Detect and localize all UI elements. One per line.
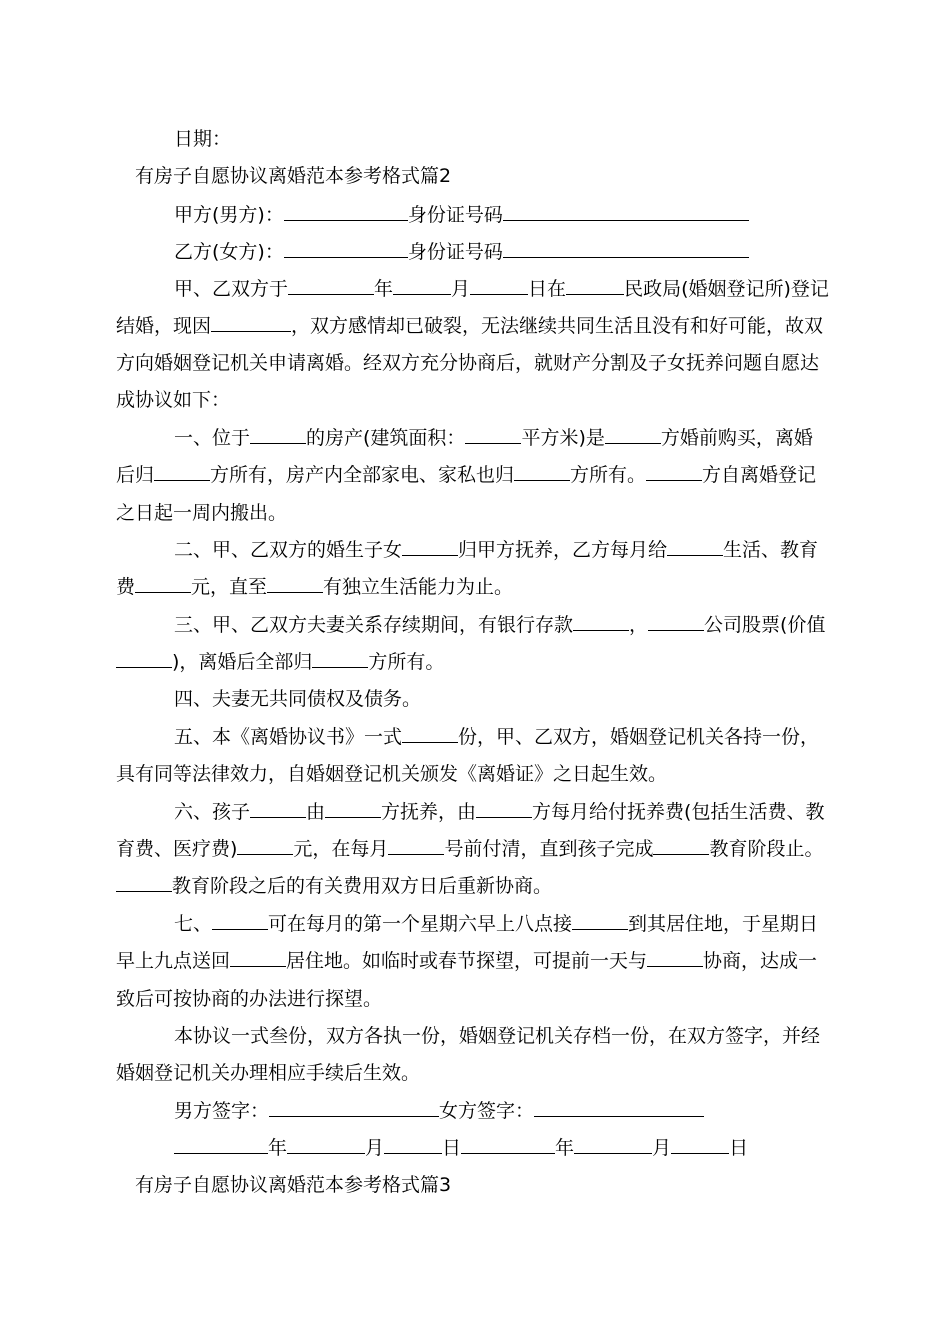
text-run: 公司股票(价值 [704, 614, 826, 636]
text-run: 生活、教育 [723, 539, 819, 561]
clause-6-line [116, 836, 823, 862]
text-run: 早上九点送回 [116, 950, 231, 972]
blank-field[interactable] [250, 425, 306, 444]
text-run: )，离婚后全部归 [172, 651, 313, 673]
clause-3-line [116, 649, 444, 675]
blank-field[interactable] [667, 537, 723, 556]
date-label [174, 126, 231, 152]
text-run: 协商，达成一 [703, 950, 818, 972]
clause-3-line [174, 612, 825, 638]
blank-field[interactable] [116, 649, 172, 668]
blank-field[interactable] [465, 425, 521, 444]
blank-field[interactable] [312, 649, 368, 668]
clause-7-line [116, 986, 382, 1012]
text-run: 民政局(婚姻登记所)登记 [624, 278, 829, 300]
blank-field[interactable] [470, 276, 528, 295]
id-label: 身份证号码 [407, 241, 503, 263]
date-label-text: 日期： [174, 128, 232, 150]
year-field[interactable] [461, 1135, 555, 1154]
blank-field[interactable] [648, 612, 704, 631]
text-run: 育费、医疗费) [116, 838, 238, 860]
blank-field[interactable] [646, 462, 702, 481]
clause-6-line [116, 873, 552, 899]
text-run: 七、 [174, 913, 213, 935]
text-run: 归甲方抚养，乙方每月给 [458, 539, 668, 561]
text-run: 方所有，房产内全部家电、家私也归 [210, 464, 515, 486]
text-run: 由 [306, 801, 326, 823]
text-run: 方向婚姻登记机关申请离婚。经双方充分协商后，就财产分割及子女抚养问题自愿达 [116, 352, 820, 374]
text-run: 三、甲、乙双方夫妻关系存续期间，有银行存款 [174, 614, 574, 636]
year-label: 年 [268, 1137, 288, 1159]
female-signature-label: 女方签字： [439, 1100, 535, 1122]
text-run: 的房产(建筑面积： [306, 427, 466, 449]
blank-field[interactable] [647, 948, 703, 967]
blank-field[interactable] [476, 799, 532, 818]
text-run: 具有同等法律效力，自婚姻登记机关颁发《离婚证》之日起生效。 [116, 763, 668, 785]
clause-5-line [174, 724, 819, 750]
male-signature-label: 男方签字： [174, 1100, 270, 1122]
text-run: 平方米)是 [521, 427, 605, 449]
year-field[interactable] [174, 1135, 268, 1154]
clause-7-line [174, 911, 818, 937]
blank-field[interactable] [250, 799, 306, 818]
clause-1-line [174, 425, 813, 451]
heading-section-2-text: 有房子自愿协议离婚范本参考格式篇2 [135, 165, 452, 187]
text-run: 二、甲、乙双方的婚生子女 [174, 539, 403, 561]
text-run: 方所有。 [368, 651, 445, 673]
clause-2-line [174, 537, 818, 563]
text-run: 日在 [528, 278, 567, 300]
blank-field[interactable] [154, 462, 210, 481]
year-label: 年 [555, 1137, 575, 1159]
day-label: 日 [729, 1137, 749, 1159]
blank-field[interactable] [267, 574, 323, 593]
text-run: 教育阶段止。 [709, 838, 824, 860]
text-run: 方婚前购买，离婚 [660, 427, 813, 449]
para-intro-line [116, 387, 230, 413]
blank-field[interactable] [573, 612, 629, 631]
blank-field[interactable] [284, 239, 408, 258]
text-run: 四、夫妻无共同债权及债务。 [174, 688, 422, 710]
blank-field[interactable] [211, 313, 291, 332]
blank-field[interactable] [402, 724, 458, 743]
blank-field[interactable] [116, 873, 172, 892]
text-run: 方每月给付抚养费(包括生活费、教 [532, 801, 825, 823]
para-intro-line [174, 276, 829, 302]
blank-field[interactable] [284, 202, 408, 221]
para-intro-line [116, 313, 823, 339]
text-run: 月 [451, 278, 471, 300]
text-run: 方自离婚登记 [702, 464, 817, 486]
text-run: 到其居住地，于星期日 [628, 913, 819, 935]
day-field[interactable] [384, 1135, 442, 1154]
text-run: 费 [116, 576, 136, 598]
text-run: 一、位于 [174, 427, 251, 449]
text-run: ，双方感情却已破裂，无法继续共同生活且没有和好可能，故双 [291, 315, 824, 337]
blank-field[interactable] [402, 537, 458, 556]
id-label: 身份证号码 [407, 204, 503, 226]
text-run: 教育阶段之后的有关费用双方日后重新协商。 [172, 875, 553, 897]
blank-field[interactable] [572, 911, 628, 930]
text-run: 方所有。 [570, 464, 647, 486]
day-label: 日 [442, 1137, 462, 1159]
text-run: 年 [374, 278, 394, 300]
party-a-line [174, 202, 749, 228]
blank-field[interactable] [288, 276, 374, 295]
text-run: 五、本《离婚协议书》一式 [174, 726, 403, 748]
heading-section-2 [135, 163, 451, 189]
day-field[interactable] [671, 1135, 729, 1154]
text-run: 成协议如下： [116, 389, 231, 411]
month-field[interactable] [287, 1135, 365, 1154]
text-run: 方抚养，由 [381, 801, 477, 823]
month-field[interactable] [574, 1135, 652, 1154]
text-run: 婚姻登记机关办理相应手续后生效。 [116, 1062, 421, 1084]
clause-6-line [174, 799, 824, 825]
signature-line [174, 1098, 704, 1124]
month-label: 月 [652, 1137, 672, 1159]
blank-field[interactable] [566, 276, 624, 295]
blank-field[interactable] [503, 239, 749, 258]
text-run: ， [629, 614, 649, 636]
blank-field[interactable] [503, 202, 749, 221]
text-run: 之日起一周内搬出。 [116, 502, 288, 524]
closing-line [116, 1060, 420, 1086]
female-signature-field[interactable] [534, 1098, 704, 1117]
blank-field[interactable] [135, 574, 191, 593]
text-run: 元，在每月 [293, 838, 389, 860]
text-run: 元，直至 [191, 576, 268, 598]
text-run: 结婚，现因 [116, 315, 212, 337]
clause-2-line [116, 574, 513, 600]
blank-field[interactable] [514, 462, 570, 481]
party-a-label: 甲方(男方)： [174, 204, 284, 226]
text-run: 号前付清，直到孩子完成 [444, 838, 654, 860]
signature-date-row [174, 1135, 748, 1161]
blank-field[interactable] [388, 836, 444, 855]
party-b-label: 乙方(女方)： [174, 241, 284, 263]
text-run: 有独立生活能力为止。 [323, 576, 514, 598]
text-run: 后归 [116, 464, 155, 486]
clause-1-line [116, 462, 816, 488]
male-signature-field[interactable] [269, 1098, 439, 1117]
heading-section-3-text: 有房子自愿协议离婚范本参考格式篇3 [135, 1174, 452, 1196]
closing-line [174, 1023, 820, 1049]
party-b-line [174, 239, 749, 265]
blank-field[interactable] [393, 276, 451, 295]
clause-4-line [174, 686, 421, 712]
month-label: 月 [365, 1137, 385, 1159]
clause-5-line [116, 761, 667, 787]
clause-7-line [116, 948, 817, 974]
text-run: 甲、乙双方于 [174, 278, 289, 300]
text-run: 可在每月的第一个星期六早上八点接 [268, 913, 573, 935]
text-run: 份，甲、乙双方，婚姻登记机关各持一份， [458, 726, 820, 748]
blank-field[interactable] [325, 799, 381, 818]
blank-field[interactable] [230, 948, 286, 967]
para-intro-line [116, 350, 819, 376]
blank-field[interactable] [653, 836, 709, 855]
blank-field[interactable] [237, 836, 293, 855]
heading-section-3 [135, 1172, 451, 1198]
text-run: 致后可按协商的办法进行探望。 [116, 988, 383, 1010]
text-run: 本协议一式叁份，双方各执一份，婚姻登记机关存档一份，在双方签字，并经 [174, 1025, 821, 1047]
blank-field[interactable] [605, 425, 661, 444]
blank-field[interactable] [212, 911, 268, 930]
clause-1-line [116, 500, 287, 526]
text-run: 居住地。如临时或春节探望，可提前一天与 [286, 950, 648, 972]
text-run: 六、孩子 [174, 801, 251, 823]
